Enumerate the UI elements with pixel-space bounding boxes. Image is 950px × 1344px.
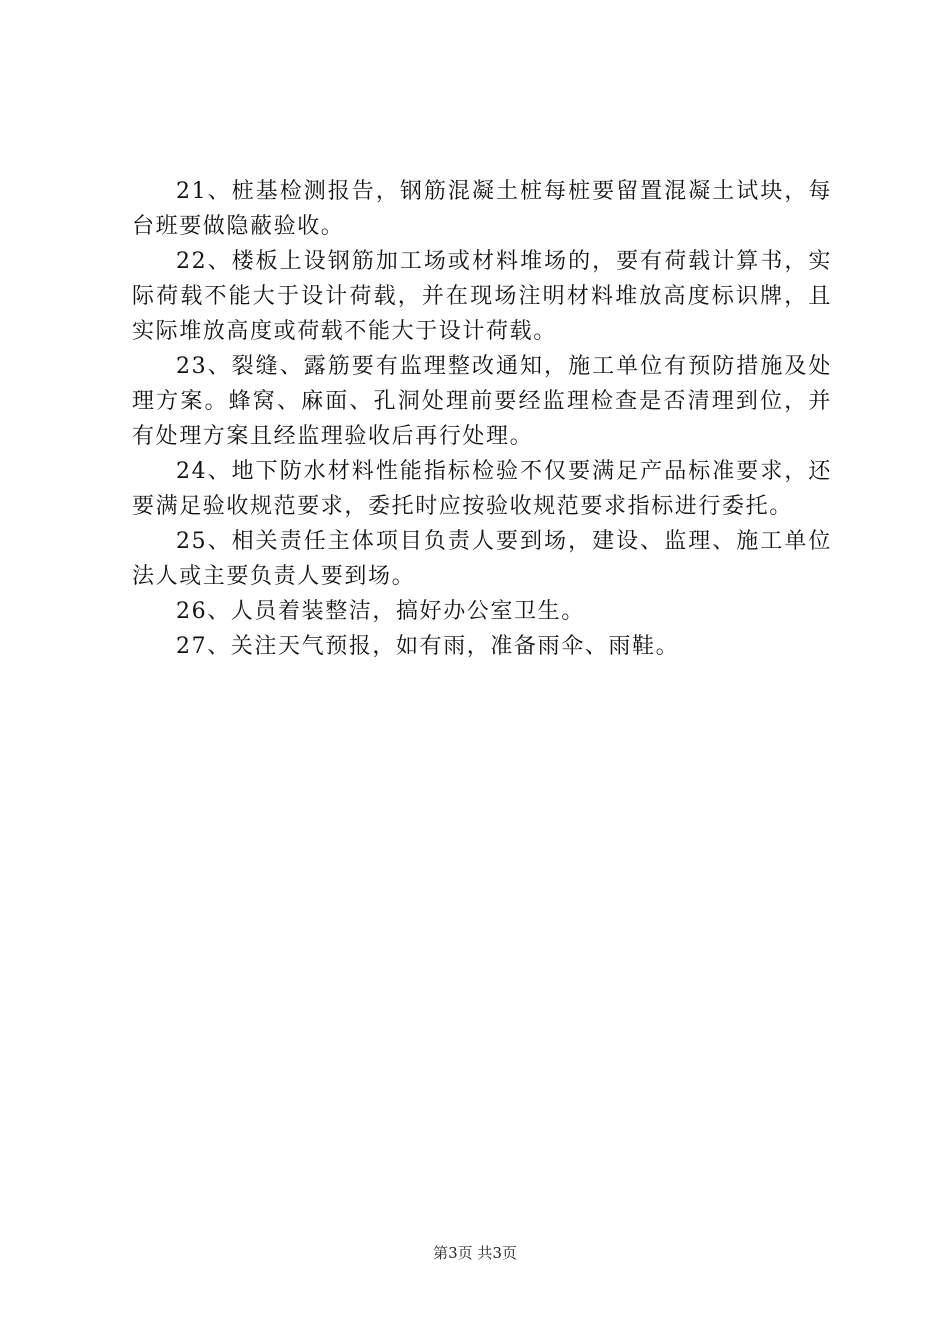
paragraph-23: 23、裂缝、露筋要有监理整改通知，施工单位有预防措施及处理方案。蜂窝、麻面、孔洞处理前要经监理检查是否清理到位，并有处理方案且经监理验收后再行处理。 (132, 354, 832, 449)
paragraph-25: 25、相关责任主体项目负责人要到场，建设、监理、施工单位法人或主要负责人要到场。 (132, 529, 832, 589)
document-body (132, 174, 832, 664)
paragraph-26: 26、人员着装整洁，搞好办公室卫生。 (176, 599, 585, 624)
page-number-footer: 第3页 共3页 (433, 1244, 517, 1262)
paragraph-27: 27、关注天气预报，如有雨，准备雨伞、雨鞋。 (176, 634, 680, 659)
paragraph-24: 24、地下防水材料性能指标检验不仅要满足产品标准要求，还要满足验收规范要求，委托时应按验收规范要求指标进行委托。 (132, 459, 832, 519)
paragraph-22: 22、楼板上设钢筋加工场或材料堆场的，要有荷载计算书，实际荷载不能大于设计荷载，并在现场注明材料堆放高度标识牌，且实际堆放高度或荷载不能大于设计荷载。 (132, 249, 832, 344)
paragraph-21: 21、桩基检测报告，钢筋混凝土桩每桩要留置混凝土试块，每台班要做隐蔽验收。 (132, 179, 832, 239)
